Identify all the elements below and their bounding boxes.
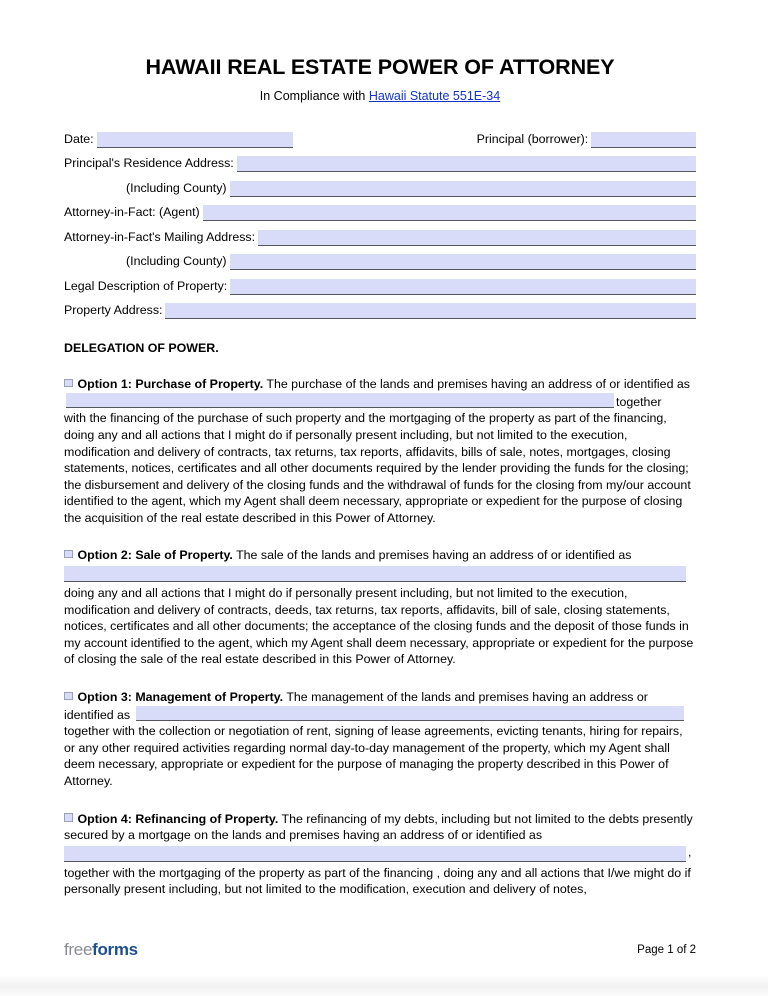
option-3-paragraph: [64, 689, 696, 723]
principal-county-label: (Including County): [126, 180, 227, 195]
field-row-principal-residence: [64, 156, 696, 172]
page-number: Page 1 of 2: [637, 944, 696, 956]
principal-residence-label: Principal's Residence Address:: [64, 156, 234, 171]
property-address-label: Property Address:: [64, 303, 163, 318]
option-4-blank-row: [64, 846, 696, 862]
agent-county-input[interactable]: [230, 254, 696, 270]
field-row-principal-county: [64, 181, 696, 197]
option-3-property-input[interactable]: [136, 706, 684, 721]
option-4-body: together with the mortgaging of the property as part of the financing , doing any and all actions that I/we might do if personally present including, but not limited to the modification, execution and delivery of notes,: [64, 865, 691, 897]
option-2-title: Option 2: Sale of Property.: [77, 548, 233, 563]
field-row-agent-county: [64, 254, 696, 270]
delegation-of-power-heading: DELEGATION OF POWER.: [64, 341, 219, 356]
logo-text-free: free: [64, 940, 93, 959]
option-4-lead-text: The refinancing of my debts, including but not limited to the debts presently secured by a mortgage on the lands and premises having an address of or identified as: [64, 811, 693, 843]
field-row-agent: [64, 205, 696, 221]
option-4-property-input[interactable]: [64, 846, 686, 862]
freeforms-logo[interactable]: [64, 940, 138, 960]
principal-label: Principal (borrower):: [476, 131, 589, 146]
option-3-body: together with the collection or negotiation of rent, signing of lease agreements, evicting tenants, hiring for repairs, or any other required activities regarding normal day-to-day management of the property, which my Agent shall deem necessary, appropriate or expedient for the purpose of managing the property described in this Power of Attorney.: [64, 724, 683, 789]
option-2-paragraph: [64, 547, 696, 564]
statute-link[interactable]: Hawaii Statute 551E-34: [368, 88, 501, 103]
page-footer: [64, 940, 696, 960]
option-2-property-input[interactable]: [64, 566, 686, 582]
field-row-agent-mailing: [64, 230, 696, 246]
legal-description-label: Legal Description of Property:: [64, 278, 228, 293]
option-1-body: with the financing of the purchase of such property and the mortgaging of the property as part of the financing, doing any and all actions that I might do if personally present including, but not limited to the execution, modification and delivery of contracts, tax returns, tax reports, affidavits, bills of sale, notes, mortgages, closing statements, notices, certificates and all other documents required by the lender providing the funds for the closing; the disbursement and delivery of the closing funds and the withdrawal of funds for the closing from my/our account identified to the agent, which my Agent shall deem necessary, appropriate or expedient for the purpose of closing the acquisition of the real estate described in this Power of Attorney.: [64, 411, 691, 525]
principal-input[interactable]: [591, 132, 696, 148]
principal-county-input[interactable]: [230, 181, 696, 197]
option-2-block: [64, 547, 696, 668]
option-4-checkbox[interactable]: [64, 813, 73, 822]
compliance-subtitle: [64, 80, 696, 103]
option-1-checkbox[interactable]: [64, 379, 73, 388]
property-address-input[interactable]: [165, 303, 696, 319]
viewer-page-edge: [0, 975, 768, 996]
option-4-paragraph: [64, 811, 696, 844]
option-2-body: doing any and all actions that I might do if personally present including, but not limited to the execution, modification and delivery of contracts, deeds, tax returns, tax reports, affidavits, bill of sale, closing statements, notices, certificates and all other documents; the acceptance of the closing funds and the deposit of those funds in my account identified to the agent, which my Agent shall deem necessary, appropriate or expedient for the purpose of closing the sale of the real estate described in this Power of Attorney.: [64, 586, 694, 667]
option-2-lead-text: The sale of the lands and premises having an address of or identified as: [232, 548, 632, 563]
option-1-block: [64, 376, 696, 526]
agent-county-label: (Including County): [126, 254, 227, 269]
party-fields: [64, 132, 696, 320]
option-4-title: Option 4: Refinancing of Property.: [77, 811, 279, 826]
principal-residence-input[interactable]: [237, 156, 696, 172]
option-4-block: [64, 811, 696, 898]
option-1-title: Option 1: Purchase of Property.: [77, 377, 264, 392]
option-1-paragraph: [64, 376, 696, 410]
date-input[interactable]: [97, 132, 293, 148]
option-2-checkbox[interactable]: [64, 550, 73, 559]
option-3-block: [64, 689, 696, 790]
logo-text-forms: forms: [92, 940, 138, 959]
option-3-title: Option 3: Management of Property.: [77, 690, 284, 705]
option-1-trailing-word: together: [616, 394, 662, 409]
agent-label: Attorney-in-Fact: (Agent): [64, 205, 200, 220]
option-1-property-input[interactable]: [66, 393, 614, 408]
field-row-date-principal: [64, 132, 696, 148]
agent-input[interactable]: [203, 205, 696, 221]
date-label: Date:: [64, 131, 94, 146]
agent-mailing-label: Attorney-in-Fact's Mailing Address:: [64, 229, 256, 244]
option-3-checkbox[interactable]: [64, 692, 73, 701]
document-content: [64, 0, 696, 898]
field-row-legal-description: [64, 279, 696, 295]
compliance-prefix: In Compliance with: [259, 88, 369, 103]
agent-mailing-input[interactable]: [258, 230, 696, 246]
page-title: HAWAII REAL ESTATE POWER OF ATTORNEY: [145, 55, 615, 79]
option-3-lead-text: The management of the lands and premises having an address or identified as: [64, 690, 648, 722]
option-1-lead-text: The purchase of the lands and premises having an address of or identified as: [263, 377, 690, 392]
option-4-trailing-punctuation: ,: [688, 845, 692, 860]
field-row-property-address: [64, 303, 696, 319]
legal-description-input[interactable]: [230, 279, 696, 295]
